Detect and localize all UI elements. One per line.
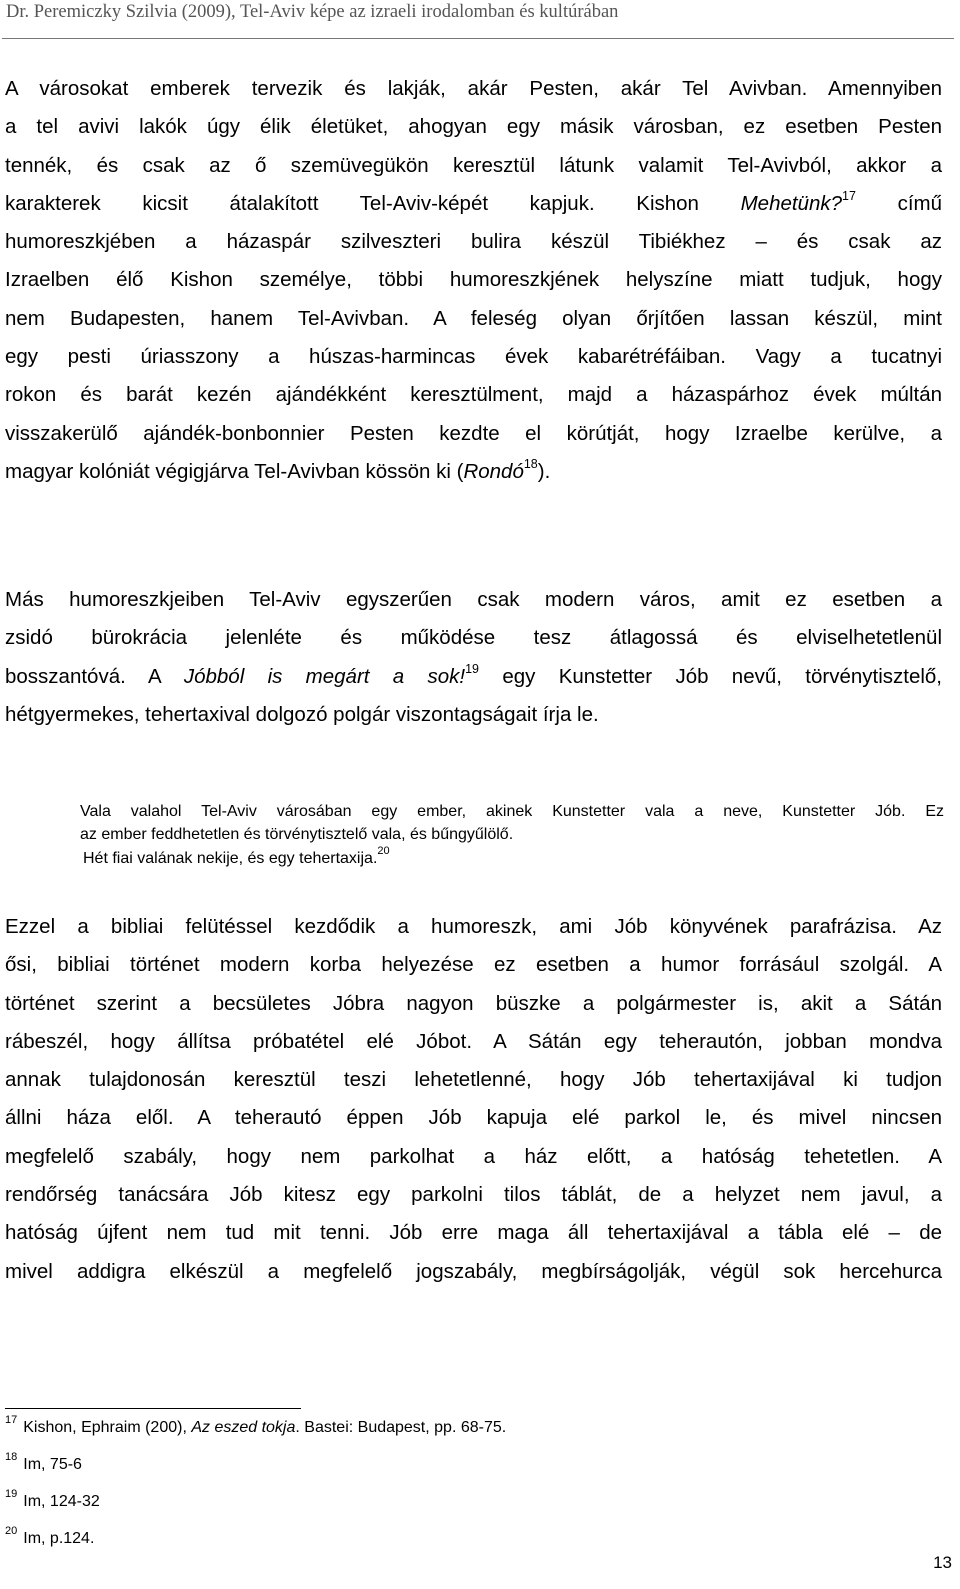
p2-line	[5, 658, 942, 696]
p3-line: rábeszél, hogy állítsa próbatétel elé Jóbot. A Sátán egy teherautón, jobban mondva	[5, 1029, 942, 1053]
p2-text: bosszantóvá. A	[5, 664, 184, 688]
footnotes	[5, 1413, 507, 1567]
p3-line: rendőrség tanácsára Jób kitesz egy parkolni tilos táblát, de a helyzet nem javul, a	[5, 1183, 942, 1207]
footnote-20	[5, 1524, 506, 1567]
paragraph-1	[5, 70, 942, 491]
p3-line: történet szerint a becsületes Jóbra nagyon büszke a polgármester is, akit a Sátán	[5, 991, 942, 1015]
p1-text: című	[855, 191, 942, 215]
footnote-ref-17: 17	[842, 189, 856, 204]
footnote-text: Im, p.124.	[23, 1530, 95, 1547]
p1-line: a tel avivi lakók úgy élik életüket, ahogyan egy másik városban, ez esetben Pesten	[5, 115, 942, 139]
footnote-19	[5, 1487, 506, 1530]
footnote-number: 20	[5, 1524, 18, 1537]
footnote-ref-19: 19	[465, 661, 480, 676]
work-title-jobbol: Jóbból is megárt a sok!	[183, 664, 466, 688]
footnote-separator	[5, 1408, 301, 1409]
paragraph-2	[5, 581, 942, 734]
footnote-book-title: Az eszed tokja	[191, 1419, 296, 1436]
p3-line: annak tulajdonosán keresztül teszi lehetetlenné, hogy Jób tehertaxijával ki tudjon	[5, 1068, 942, 1092]
paragraph-3	[5, 908, 942, 1291]
quote-text: Hét fiai valának nekije, és egy tehertaxija.	[83, 849, 378, 867]
footnote-number: 19	[5, 1487, 18, 1500]
p1-line: visszakerülő ajándék-bonbonnier Pesten kezdte el körútját, hogy Izraelbe kerülve, a	[5, 421, 942, 445]
footnote-number: 17	[5, 1413, 18, 1426]
p3-line: megfelelő szabály, hogy nem parkolhat a ház előtt, a hatóság tehetetlen. A	[5, 1144, 942, 1168]
p2-line: hétgyermekes, tehertaxival dolgozó polgár viszontagságait írja le.	[5, 702, 599, 726]
work-title-rondo: Rondó	[463, 459, 524, 483]
p1-line: egy pesti úriasszony a húszas-harmincas évek kabarétréfáiban. Vagy a tucatnyi	[5, 345, 942, 369]
work-title-mehetunk: Mehetünk?	[740, 191, 843, 215]
p2-line: zsidó bürokrácia jelenléte és működése tesz átlagossá és elviselhetetlenül	[5, 626, 942, 650]
footnote-number: 18	[5, 1450, 18, 1463]
p1-line: humoreszkjében a házaspár szilveszteri bulira készül Tibiékhez – és csak az	[5, 230, 942, 254]
footnote-text: Im, 75-6	[23, 1456, 82, 1473]
footnote-text: Im, 124-32	[23, 1493, 100, 1510]
p1-text: karakterek kicsit átalakított Tel-Aviv-képét kapjuk. Kishon	[5, 191, 741, 215]
p3-line: hatóság újfent nem tud mit tenni. Jób erre maga áll tehertaxijával a tábla elé – de	[5, 1221, 942, 1245]
header-divider	[2, 38, 954, 39]
quote-line: az ember feddhetetlen és törvénytisztelő vala, és bűngyűlölő.	[80, 826, 514, 844]
quote-line: Vala valahol Tel-Aviv városában egy ember, akinek Kunstetter vala a neve, Kunstetter Jób. Ez	[80, 803, 944, 820]
footnote-ref-20: 20	[377, 845, 390, 858]
p1-line: Izraelben élő Kishon személye, többi humoreszkjének helyszíne miatt tudjuk, hogy	[5, 268, 942, 292]
p1-line: A városokat emberek tervezik és lakják, akár Pesten, akár Tel Avivban. Amennyiben	[5, 77, 942, 100]
footnote-17	[5, 1413, 507, 1456]
p1-line: rokon és barát kezén ajándékként keresztülment, majd a házaspárhoz évek múltán	[5, 383, 942, 407]
p1-text: ).	[537, 459, 551, 483]
block-quote	[80, 800, 944, 870]
running-header: Dr. Peremiczky Szilvia (2009), Tel-Aviv képe az izraeli irodalomban és kultúrában	[6, 2, 619, 22]
p3-line: állni háza elől. A teherautó éppen Jób kapuja elé parkol le, és mivel nincsen	[5, 1106, 942, 1130]
page-number: 13	[933, 1553, 952, 1572]
p1-line	[5, 185, 942, 223]
p2-text: egy Kunstetter Jób nevű, törvénytisztelő,	[479, 664, 942, 688]
p1-line: nem Budapesten, hanem Tel-Avivban. A feleség olyan őrjítően lassan készül, mint	[5, 306, 942, 330]
p1-line	[5, 453, 942, 491]
p1-text: magyar kolóniát végigjárva Tel-Avivban kössön ki (	[5, 459, 464, 483]
quote-line	[80, 847, 944, 870]
footnote-text: Kishon, Ephraim (200),	[23, 1419, 192, 1436]
p3-line: ősi, bibliai történet modern korba helyezése ez esetben a humor forrásául szolgál. A	[5, 953, 942, 977]
p1-line: tennék, és csak az ő szemüvegükön keresztül látunk valamit Tel-Avivból, akkor a	[5, 153, 942, 177]
footnote-text: . Bastei: Budapest, pp. 68-75.	[295, 1419, 507, 1436]
p3-line: Ezzel a bibliai felütéssel kezdődik a humoreszk, ami Jób könyvének parafrázisa. Az	[5, 915, 942, 938]
footnote-18	[5, 1450, 506, 1493]
p2-line: Más humoreszkjeiben Tel-Aviv egyszerűen csak modern város, amit ez esetben a	[5, 588, 942, 611]
p3-line: mivel addigra elkészül a megfelelő jogszabály, megbírságolják, végül sok hercehurca	[5, 1259, 942, 1283]
footnote-ref-18: 18	[523, 457, 538, 472]
